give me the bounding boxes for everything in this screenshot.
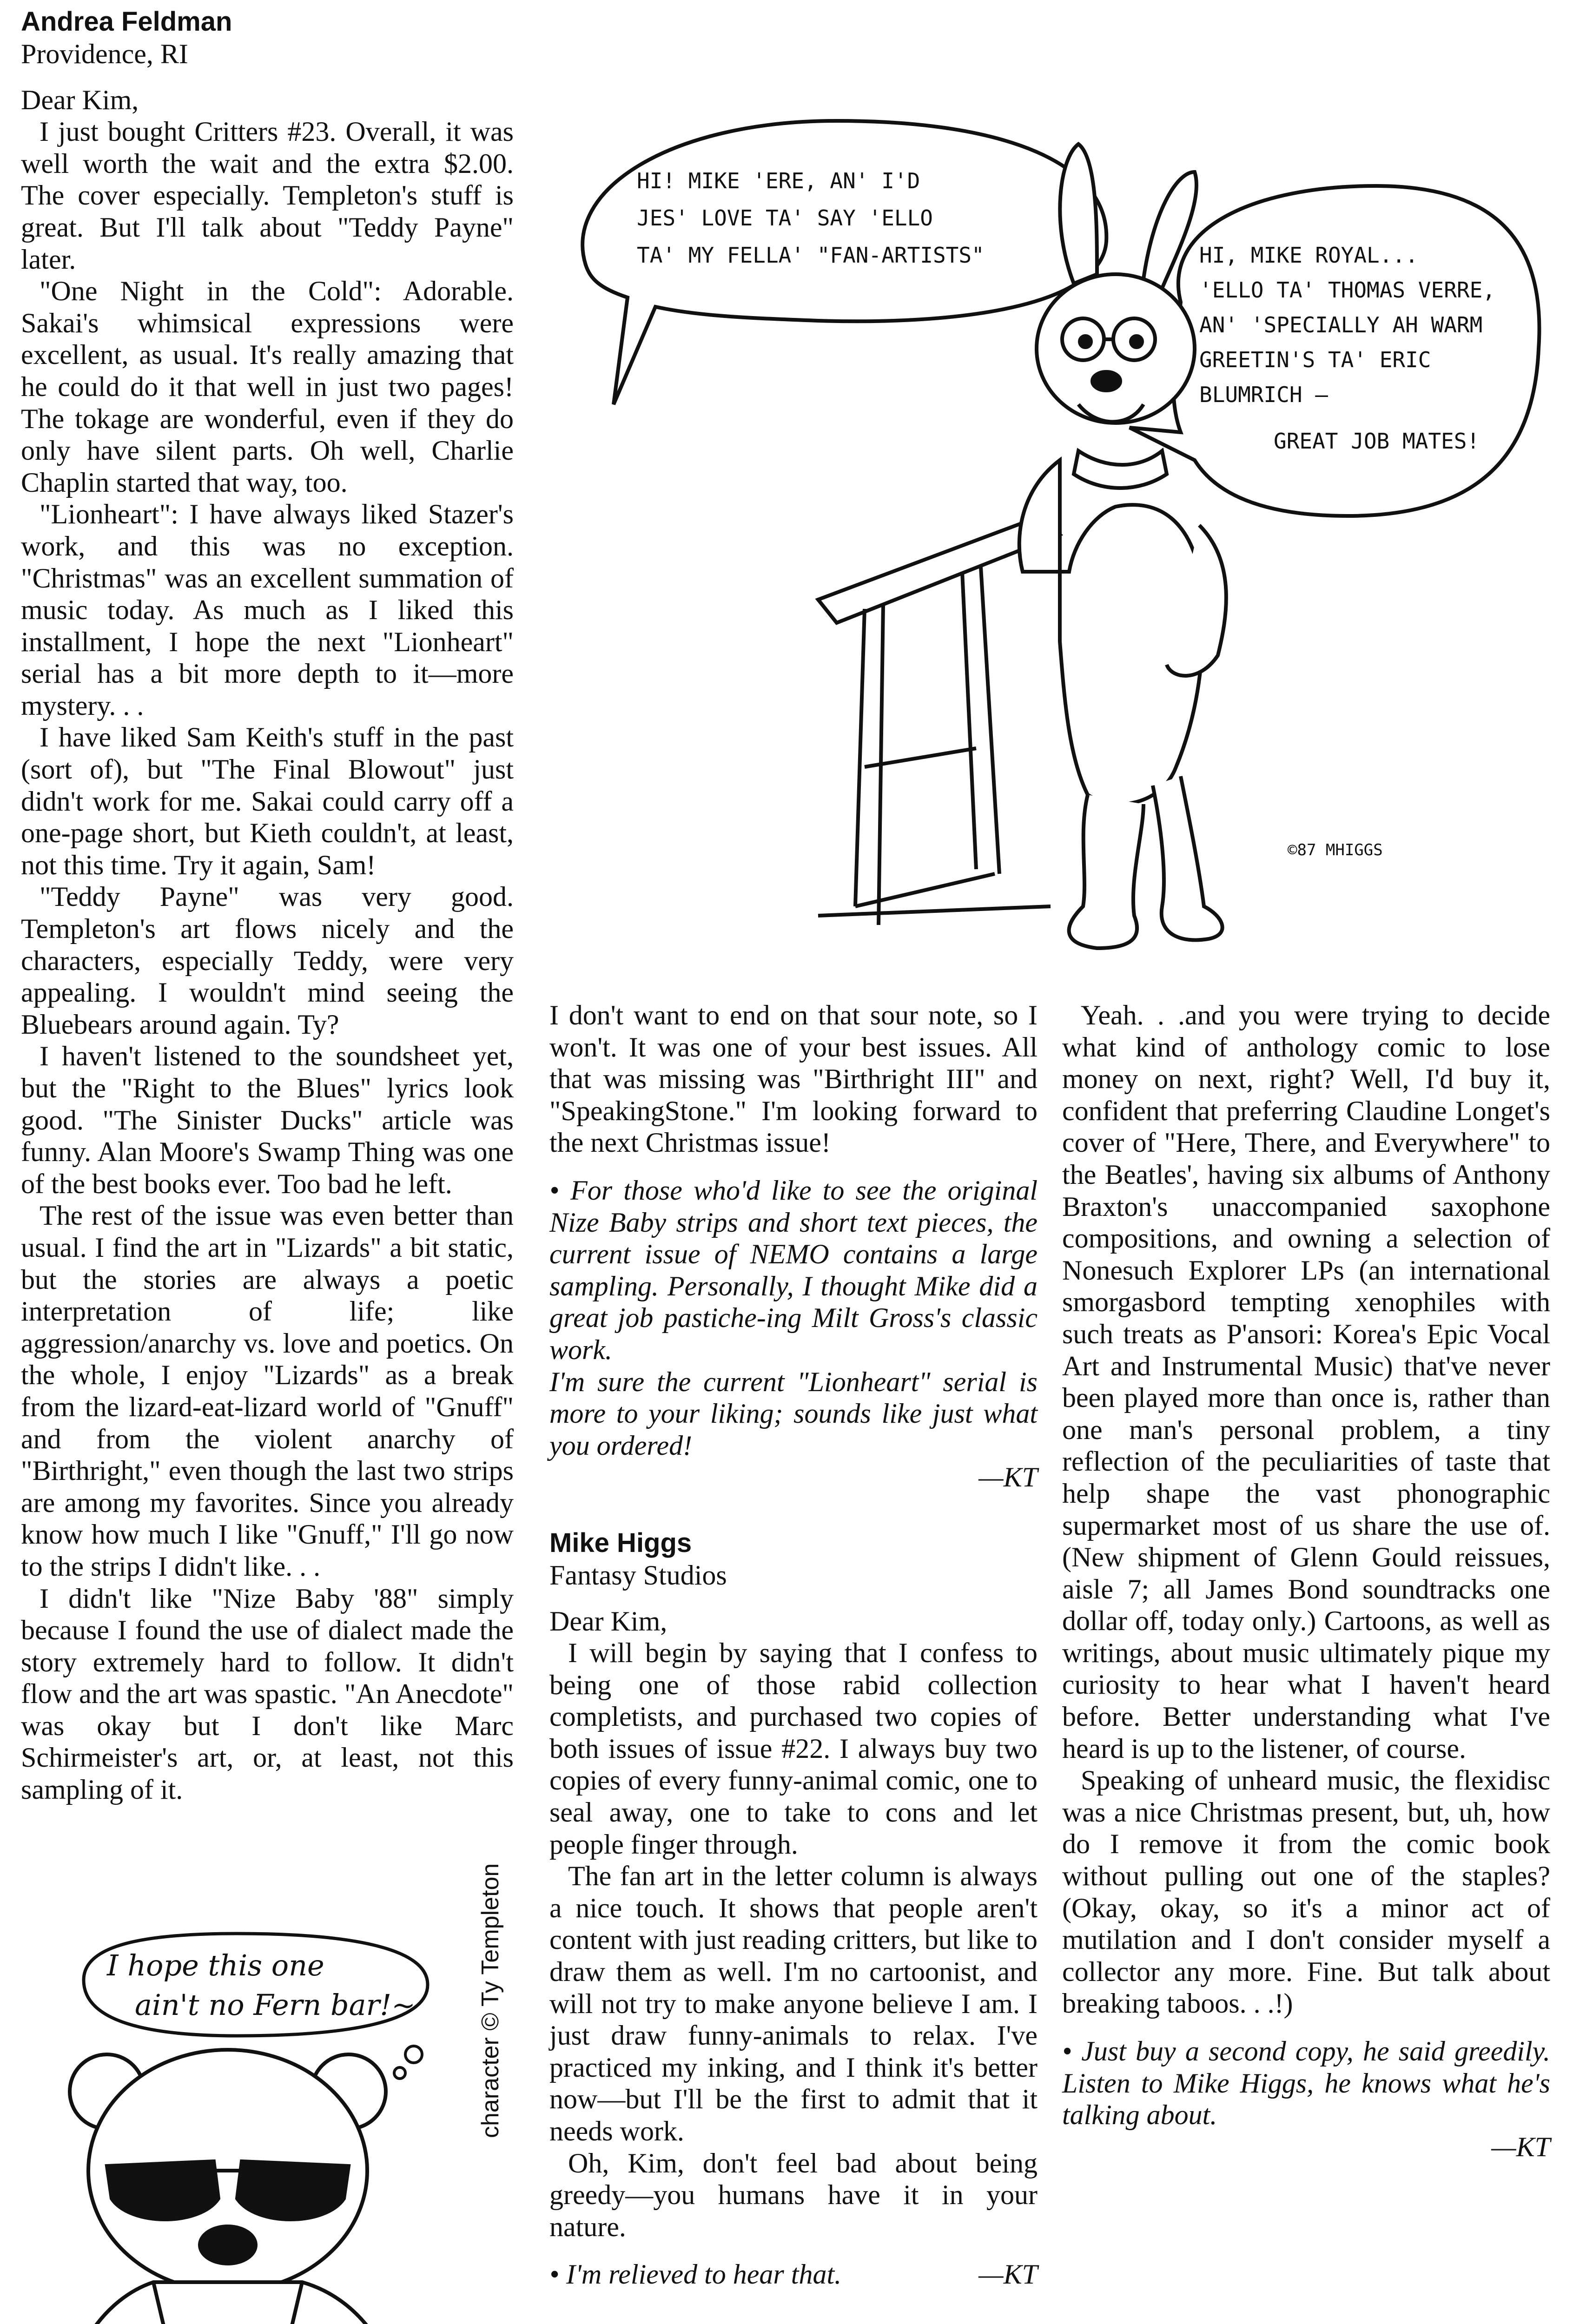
letter-salutation: Dear Kim,	[549, 1605, 668, 1637]
character-credit: character © Ty Templeton	[477, 1863, 504, 2138]
column-middle	[549, 999, 1038, 2324]
editor-reply-paragraph: • For those who'd like to see the original Nize Baby strips and short text pieces, the current issue of NEMO contains a large sampling. Personally, I thought Mike did a great job pastiche-ing Milt Gross's classic work.	[549, 1175, 1038, 1365]
editor-reply-paragraph: • I'm relieved to hear that.	[549, 2259, 842, 2290]
speech-balloon-left	[582, 121, 1106, 404]
balloon-left-line: JES' LOVE TA' SAY 'ELLO	[637, 205, 933, 231]
bear-character	[59, 2050, 405, 2324]
balloon-right-line: 'ELLO TA' THOMAS VERRE,	[1199, 277, 1495, 303]
editor-reply	[549, 2258, 1038, 2291]
letter-author-place: Providence, RI	[21, 39, 188, 69]
column-left	[21, 6, 514, 1806]
balloon-right-line: AN' 'SPECIALLY AH WARM	[1199, 312, 1483, 337]
column-right	[1062, 999, 1550, 2163]
editor-signature: —KT	[978, 2259, 1038, 2290]
letter-paragraph: Oh, Kim, don't feel bad about being greedy—you humans have it in your nature.	[549, 2147, 1038, 2242]
letter-paragraph: "One Night in the Cold": Adorable. Sakai's whimsical expressions were excellent, as usual. It's really amazing that he could do it that well in just two pages! The tokage are wonderful, even if they do only have silent parts. Oh well, Charlie Chaplin started that way, too.	[21, 276, 514, 498]
letter-paragraph: Speaking of unheard music, the flexidisc was a nice Christmas present, but, uh, how do I remove it from the comic book without pulling out one of the staples? (Okay, okay, so it's a minor act of mutilation and I don't consider myself a collector any more. Fine. But talk about breaking taboos. . .!)	[1062, 1765, 1550, 2019]
letter-paragraph: "Teddy Payne" was very good. Templeton's art flows nicely and the characters, especially Teddy, were very appealing. I wouldn't mind seeing the Bluebears around again. Ty?	[21, 881, 514, 1040]
letter-paragraph: I haven't listened to the soundsheet yet, but the "Right to the Blues" lyrics look good. "The Sinister Ducks" article was funny. Alan Moore's Swamp Thing was one of the best books ever. Too bad he left.	[21, 1041, 514, 1199]
letter-paragraph: I didn't like "Nize Baby '88" simply because I found the use of dialect made the story extremely hard to follow. It didn't flow and the art was spastic. "An Anecdote" was okay but I don't like Marc Schirmeister's art, or, at least, not this sampling of it.	[21, 1583, 514, 1805]
letter-author-name: Mike Higgs	[549, 1527, 692, 1558]
editor-reply-paragraph: • Just buy a second copy, he said greedily. Listen to Mike Higgs, he knows what he's talking about.	[1062, 2036, 1550, 2131]
rabbit-illustration-signature: ©87 MHIGGS	[1288, 841, 1383, 859]
letter-paragraph: I will begin by saying that I confess to being one of those rabid collection completists, and purchased two copies of both issues of issue #22. I always buy two copies of every funny-animal comic, one to seal away, one to take to cons and let people finger through.	[549, 1637, 1038, 1860]
balloon-right-line: BLUMRICH —	[1199, 382, 1328, 407]
drafting-table	[818, 516, 1060, 925]
balloon-right-line: HI, MIKE ROYAL...	[1199, 243, 1418, 268]
editor-reply-paragraph: I'm sure the current "Lionheart" serial is more to your liking; sounds like just what you ordered!	[549, 1366, 1038, 1461]
bear-balloon-line: ain't no Fern bar!~	[135, 1988, 416, 2022]
editor-reply	[1062, 2035, 1550, 2163]
balloon-right-line: GREAT JOB MATES!	[1274, 429, 1480, 454]
bear-fan-art-illustration	[14, 1929, 521, 2324]
letter-paragraph: I have liked Sam Keith's stuff in the past (sort of), but "The Final Blowout" just didn't work for me. Sakai could carry off a one-page short, but Kieth couldn't, at least, not this time. Try it again, Sam!	[21, 722, 514, 880]
letter-author-name: Andrea Feldman	[21, 7, 232, 37]
letter-paragraph: I don't want to end on that sour note, so I won't. It was one of your best issues. All that was missing was "Birthright III" and "SpeakingStone." I'm looking forward to the next Christmas issue!	[549, 1000, 1038, 1158]
letter-paragraph: "Lionheart": I have always liked Stazer's work, and this was no exception. "Christmas" was an excellent summation of music today. As much as I liked this installment, I hope the next "Lionheart" serial has a bit more depth to it—more mystery. . .	[21, 499, 514, 721]
bear-balloon-line: I hope this one	[107, 1948, 324, 1982]
editor-signature: —KT	[1491, 2131, 1550, 2162]
letter-paragraph: The fan art in the letter column is always a nice touch. It shows that people aren't content with just reading critters, but like to draw them as well. I'm no cartoonist, and will not try to make anyone believe I am. I just draw funny-animals to relax. I've practiced my inking, and I think it's better now—but I'll be the first to admit that it needs work.	[549, 1861, 1038, 2146]
letter-paragraph: I just bought Critters #23. Overall, it was well worth the wait and the extra $2.00. The cover especially. Templeton's stuff is great. But I'll talk about "Teddy Payne" later.	[21, 116, 514, 275]
rabbit-fan-art-illustration	[558, 107, 1548, 981]
editor-reply	[549, 1175, 1038, 1493]
letter-paragraph: The rest of the issue was even better than usual. I find the art in "Lizards" a bit static, but the stories are always a poetic interpretation of life; like aggression/anarchy vs. love and poetics. On the whole, I enjoy "Lizards" as a break from the lizard-eat-lizard world of "Gnuff" and from the violent anarchy of "Birthright," even though the last two strips are among my favorites. Since you already know how much I like "Gnuff," I'll go now to the strips I didn't like. . .	[21, 1200, 514, 1582]
editor-signature: —KT	[978, 1462, 1038, 1493]
letter-paragraph: Yeah. . .and you were trying to decide what kind of anthology comic to lose money on next, right? Well, I'd buy it, confident that preferring Claudine Longet's cover of "Here, There, and Everywhere" to the Beatles', having six albums of Anthony Braxton's unaccompanied saxophone compositions, and owning a selection of Nonesuch Explorer LPs (an international smorgasbord tempting xenophiles with such treats as P'ansori: Korea's Epic Vocal Art and Instrumental Music) that've never been played more than once is, rather than one man's personal problem, a tiny reflection of the peculiarities of taste that help shape the vast phonographic supermarket most of us share the use of. (New shipment of Glenn Gould reissues, aisle 7; all James Bond soundtracks one dollar off, today only.) Cartoons, as well as writings, about music ultimately pique my curiosity to hear what I haven't heard before. Better understanding what I've heard is up to the listener, of course.	[1062, 1000, 1550, 1764]
balloon-left-line: TA' MY FELLA' "FAN-ARTISTS"	[637, 243, 985, 268]
balloon-right-line: GREETIN'S TA' ERIC	[1199, 347, 1431, 372]
balloon-left-line: HI! MIKE 'ERE, AN' I'D	[637, 168, 920, 193]
letter-salutation: Dear Kim,	[21, 84, 139, 115]
letter-author-place: Fantasy Studios	[549, 1559, 727, 1591]
